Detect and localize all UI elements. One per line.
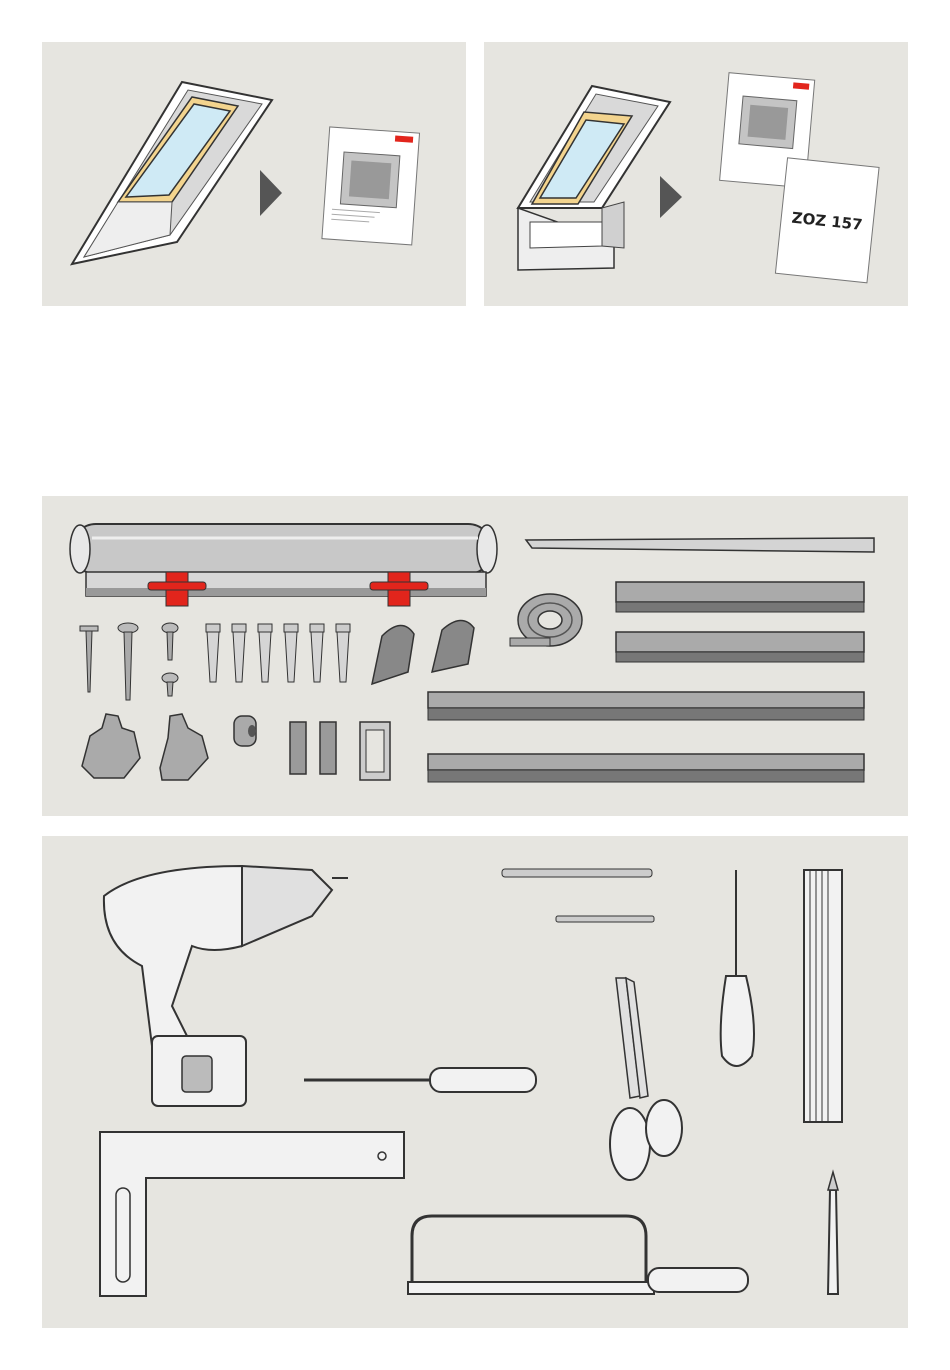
scissors-icon xyxy=(610,978,682,1180)
roof-window-with-lining-icon xyxy=(518,86,670,270)
wall-plug-icon xyxy=(206,624,220,682)
wood-screw-icon xyxy=(80,626,98,692)
screwdriver-icon xyxy=(304,1068,536,1092)
wall-plug-icon xyxy=(310,624,324,682)
side-rail-profile xyxy=(616,582,864,612)
play-arrow-icon xyxy=(260,170,282,216)
bottom-rail-profile xyxy=(428,692,864,720)
instruction-sheet xyxy=(322,127,420,245)
wall-plug-icon xyxy=(232,624,246,682)
folding-ruler-icon xyxy=(804,870,842,1122)
bottom-rail-profile xyxy=(428,754,864,782)
spacer-icon xyxy=(234,716,256,746)
end-cap-icon xyxy=(432,620,474,672)
try-square-icon xyxy=(100,1132,404,1296)
doc-code-label: ZOZ 157 xyxy=(790,208,864,234)
drill-bit-icon xyxy=(502,869,652,877)
panel-package-contents xyxy=(42,496,908,816)
awl-icon xyxy=(721,870,754,1066)
connector-icon xyxy=(320,722,336,774)
panel-lining-install xyxy=(484,42,908,306)
corner-clip-icon xyxy=(82,714,140,778)
top-rail-profile xyxy=(526,538,874,552)
tape-roll-icon xyxy=(510,594,582,646)
cordless-drill-icon xyxy=(104,866,348,1106)
connector-icon xyxy=(290,722,306,774)
play-arrow-icon xyxy=(660,176,682,218)
wall-plug-icon xyxy=(336,624,350,682)
hacksaw-icon xyxy=(408,1216,748,1294)
zoz157-instruction-sheet xyxy=(775,158,879,283)
corner-clip-icon xyxy=(160,714,208,780)
panel-standard-install xyxy=(42,42,466,306)
roof-window-icon xyxy=(72,82,272,264)
wall-plug-icon xyxy=(284,624,298,682)
roller-blind-cassette xyxy=(70,524,497,606)
short-screw-icon xyxy=(162,623,178,660)
wall-plug-icon xyxy=(258,624,272,682)
side-rail-profile xyxy=(616,632,864,662)
frame-clip-icon xyxy=(360,722,390,780)
end-cap-icon xyxy=(372,625,414,684)
pencil-icon xyxy=(828,1172,838,1294)
short-screw-icon xyxy=(162,673,178,696)
wood-screw-icon xyxy=(118,623,138,700)
drill-bit-icon xyxy=(556,916,654,922)
panel-required-tools xyxy=(42,836,908,1328)
